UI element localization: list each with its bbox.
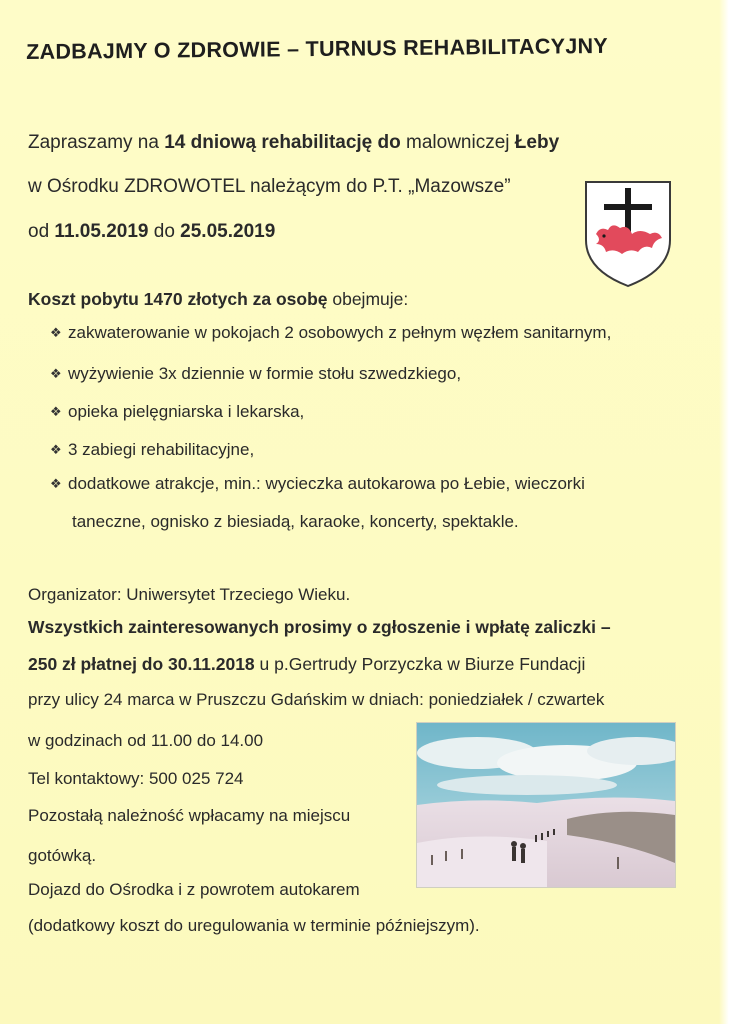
dunes-landscape-photo: [416, 722, 676, 888]
start-date: 11.05.2019: [54, 221, 149, 242]
list-item: [50, 474, 585, 494]
deposit-amount: 250 zł płatnej do 30.11.2018: [28, 654, 255, 674]
list-item-text: wyżywienie 3x dziennie w formie stołu szwedzkiego,: [68, 364, 462, 383]
diamond-bullet-icon: ❖: [50, 442, 62, 457]
intro-line-1: [28, 132, 559, 154]
organizer: Organizator: Uniwersytet Trzeciego Wieku.: [28, 585, 351, 604]
payment-note-cont: gotówką.: [28, 846, 97, 865]
list-item-text: dodatkowe atrakcje, min.: wycieczka autokarowa po Łebie, wieczorki: [68, 474, 585, 493]
signup-line-2: [28, 654, 585, 675]
cost-text: obejmuje:: [327, 289, 409, 309]
signup-text: u p.Gertrudy Porzyczka w Biurze Fundacji: [254, 654, 586, 674]
end-date: 25.05.2019: [180, 221, 276, 242]
intro-dates: [28, 221, 275, 243]
transport-note: Dojazd do Ośrodka i z powrotem autokarem: [28, 880, 360, 899]
signup-hours: w godzinach od 11.00 do 14.00: [28, 731, 264, 750]
diamond-bullet-icon: ❖: [50, 404, 62, 419]
diamond-bullet-icon: ❖: [50, 325, 62, 340]
intro-text: do: [148, 221, 181, 242]
list-item-text: zakwaterowanie w pokojach 2 osobowych z pełnym węzłem sanitarnym,: [68, 323, 612, 342]
diamond-bullet-icon: ❖: [50, 366, 62, 381]
list-item: [50, 402, 304, 422]
signup-line-1: Wszystkich zainteresowanych prosimy o zgłoszenie i wpłatę zaliczki –: [28, 617, 611, 637]
list-item: [50, 323, 611, 343]
diamond-bullet-icon: ❖: [50, 476, 62, 491]
list-item-text: 3 zabiegi rehabilitacyjne,: [68, 440, 255, 459]
intro-location: Łeby: [514, 132, 560, 153]
intro-duration: 14 dniową rehabilitację do: [164, 132, 401, 153]
list-item-continuation: taneczne, ognisko z biesiadą, karaoke, koncerty, spektakle.: [72, 512, 519, 531]
signup-address: przy ulicy 24 marca w Pruszczu Gdańskim w dniach: poniedziałek / czwartek: [28, 690, 605, 709]
leba-coat-of-arms-icon: [580, 178, 676, 290]
cost-line: [28, 289, 408, 310]
paper-edge: [719, 0, 733, 1024]
list-item-text: opieka pielęgniarska i lekarska,: [68, 402, 305, 421]
transport-cost-note: (dodatkowy koszt do uregulowania w terminie późniejszym).: [28, 916, 480, 935]
poster-title: ZADBAJMY O ZDROWIE – TURNUS REHABILITACYJNY: [26, 33, 609, 64]
intro-line-2: w Ośrodku ZDROWOTEL należącym do P.T. „Mazowsze”: [28, 176, 511, 197]
intro-text: malowniczej: [400, 132, 515, 153]
cost-amount: Koszt pobytu 1470 złotych za osobę: [28, 289, 328, 309]
payment-note: Pozostałą należność wpłacamy na miejscu: [28, 806, 351, 825]
intro-text: od: [28, 221, 55, 242]
contact-phone: Tel kontaktowy: 500 025 724: [28, 769, 244, 788]
list-item: [50, 440, 254, 460]
intro-text: Zapraszamy na: [28, 132, 165, 153]
list-item: [50, 364, 461, 384]
